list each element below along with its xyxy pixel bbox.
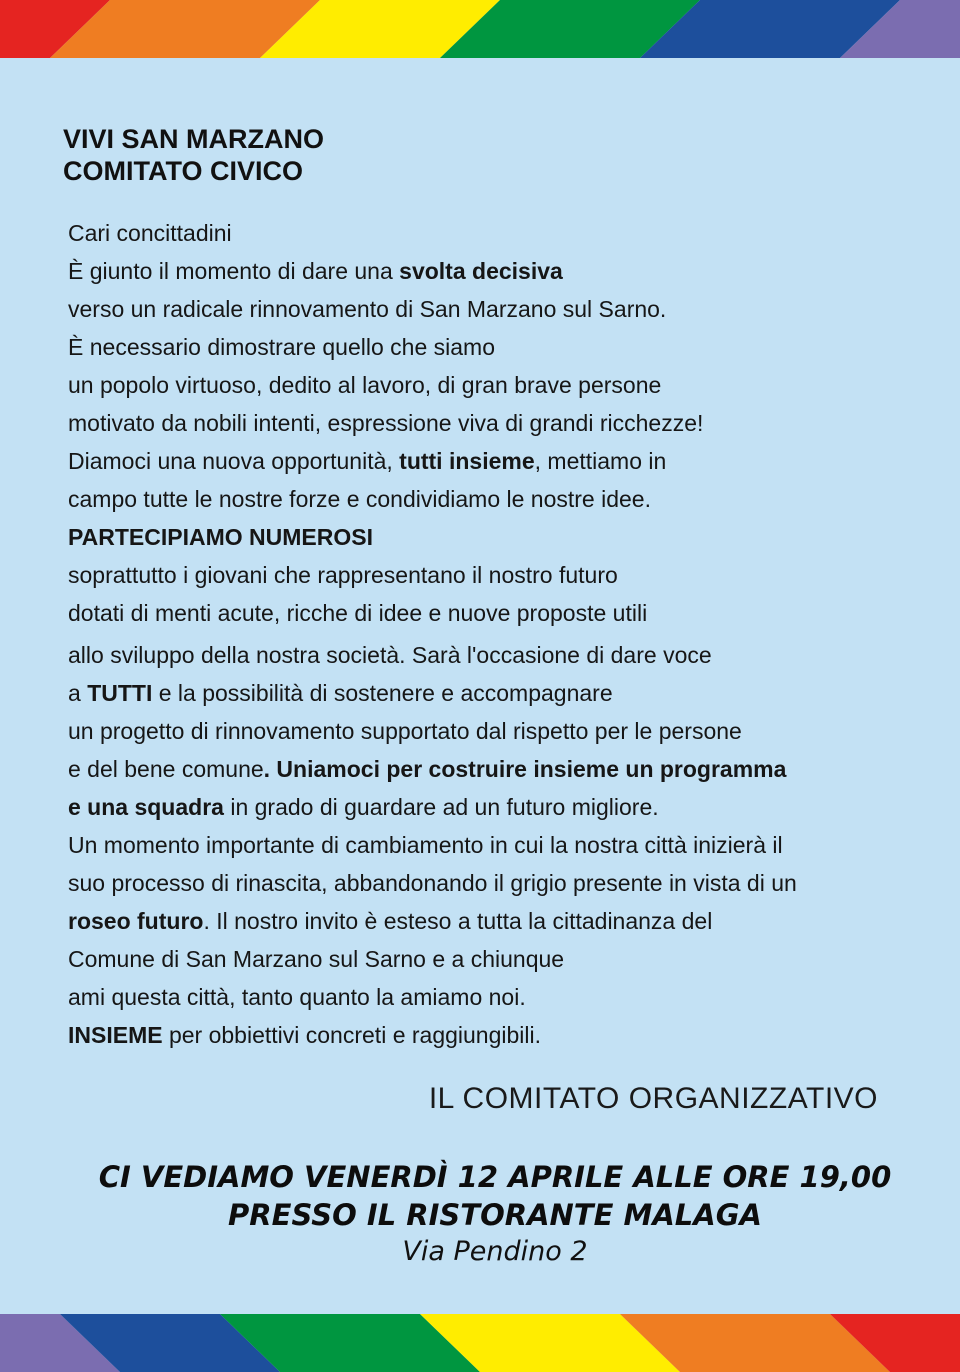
letter-line [68,712,918,750]
line-text: dotati di menti acute, ricche di idee e nuove proposte utili [68,600,648,626]
emphasis-text: PARTECIPIAMO NUMEROSI [68,524,373,550]
letter-line [68,214,918,252]
letter-line [68,290,918,328]
emphasis-text: tutti insieme [399,448,535,474]
line-text: per obbiettivi concreti e raggiungibili. [162,1022,542,1048]
letter-line [68,750,918,788]
line-text: e del bene comune [68,756,264,782]
line-text: Comune di San Marzano sul Sarno e a chiunque [68,946,565,972]
letter-line [68,826,918,864]
line-text: allo sviluppo della nostra società. Sarà l'occasione di dare voce [68,642,712,668]
letter-line [68,252,918,290]
letter-line [68,442,918,480]
letter-line [68,328,918,366]
line-text: Un momento importante di cambiamento in cui la nostra città inizierà il [68,832,783,858]
line-text: e la possibilità di sostenere e accompagnare [152,680,613,706]
line-text: a [68,680,88,706]
letter-line [68,940,918,978]
letter-body [68,214,918,1054]
emphasis-text: TUTTI [87,680,153,706]
line-text: in grado di guardare ad un futuro migliore. [223,794,659,820]
event-venue-line: PRESSO IL RISTORANTE MALAGA [228,1198,762,1232]
emphasis-text: roseo futuro [68,908,204,934]
committee-heading [63,123,324,187]
line-text: verso un radicale rinnovamento di San Marzano sul Sarno. [68,296,667,322]
heading-line-1: VIVI SAN MARZANO [63,124,325,154]
letter-line [68,674,918,712]
emphasis-text: . Uniamoci per costruire insieme un programma [263,756,787,782]
line-text: , mettiamo in [534,448,667,474]
emphasis-text: e una squadra [68,794,224,820]
emphasis-text: svolta decisiva [399,258,563,284]
letter-line [68,556,918,594]
letter-line [68,480,918,518]
event-address: Via Pendino 2 [402,1236,588,1267]
line-text: Cari concittadini [68,220,232,246]
line-text: ami questa città, tanto quanto la amiamo noi. [68,984,526,1010]
line-text: suo processo di rinascita, abbandonando il grigio presente in vista di un [68,870,797,896]
line-text: motivato da nobili intenti, espressione viva di grandi ricchezze! [68,410,704,436]
emphasis-text: INSIEME [68,1022,163,1048]
line-text: . Il nostro invito è esteso a tutta la cittadinanza del [203,908,713,934]
letter-line [68,636,918,674]
letter-line [68,902,918,940]
event-date-line: CI VEDIAMO VENERDÌ 12 APRILE ALLE ORE 19,00 [98,1160,892,1194]
rainbow-stripes-bottom [0,1314,960,1372]
line-text: Diamoci una nuova opportunità, [68,448,400,474]
line-text: campo tutte le nostre forze e condividiamo le nostre idee. [68,486,651,512]
letter-line [68,1016,918,1054]
rainbow-band-top [0,0,960,58]
line-text: È necessario dimostrare quello che siamo [68,334,495,360]
letter-line [68,978,918,1016]
line-text: È giunto il momento di dare una [68,258,400,284]
letter-line [68,594,918,632]
event-announcement [0,1158,960,1234]
letter-line [68,788,918,826]
letter-line [68,404,918,442]
line-text: un progetto di rinnovamento supportato dal rispetto per le persone [68,718,742,744]
letter-line [68,518,918,556]
letter-line [68,366,918,404]
heading-line-2: COMITATO CIVICO [63,156,303,186]
line-text: un popolo virtuoso, dedito al lavoro, di gran brave persone [68,372,662,398]
line-text: soprattutto i giovani che rappresentano il nostro futuro [68,562,618,588]
letter-line [68,864,918,902]
rainbow-band-bottom [0,1314,960,1372]
rainbow-stripes-top [0,0,960,58]
signature: IL COMITATO ORGANIZZATIVO [428,1082,878,1115]
